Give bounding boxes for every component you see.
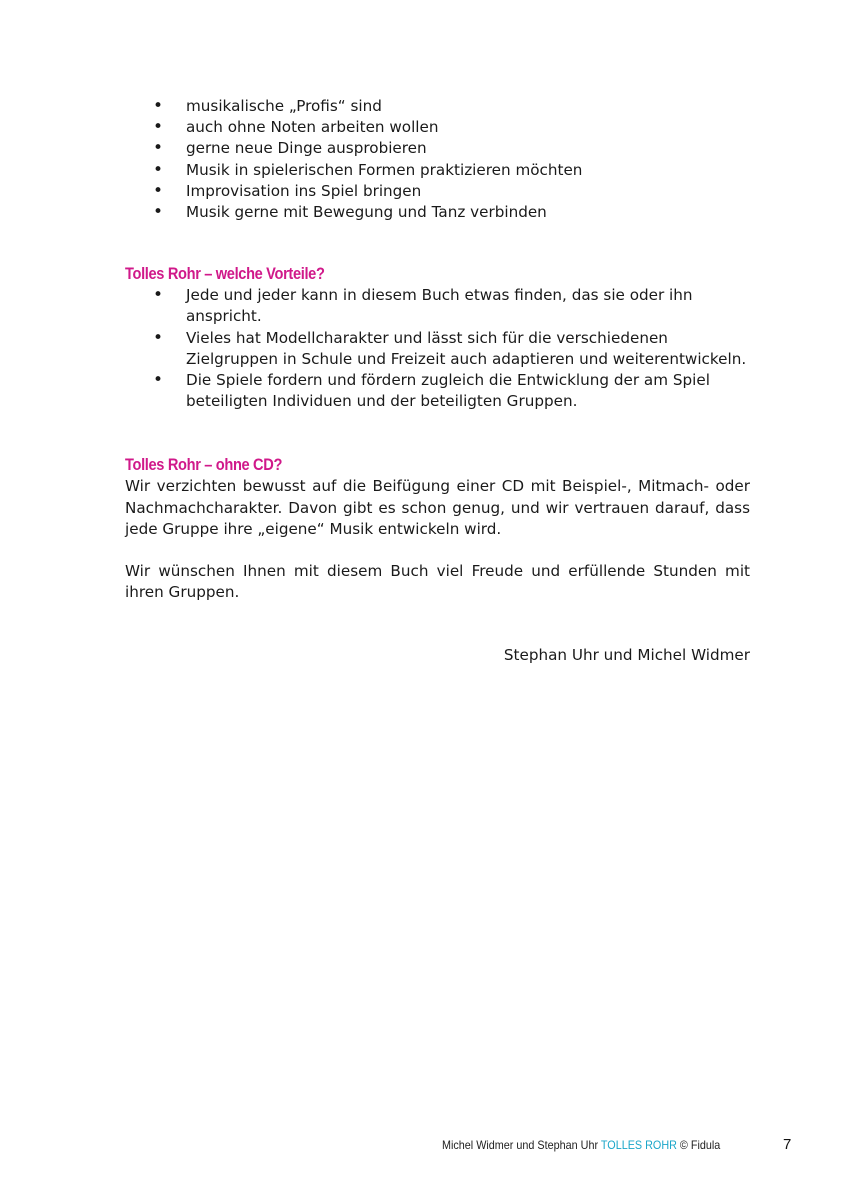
section-heading-vorteile: Tolles Rohr – welche Vorteile? [125,264,325,284]
paragraph-wishes: Wir wünschen Ihnen mit diesem Buch viel Freude und erfüllende Stunden mit ihren Gruppen. [125,562,750,602]
footer-book-title: TOLLES ROHR [600,1138,677,1152]
vorteile-list [125,285,750,412]
footer-authors: Michel Widmer und Stephan Uhr [442,1138,599,1152]
paragraph-cd: Wir verzichten bewusst auf die Beifügung einer CD mit Beispiel-, Mitmach- oder Nachmachcharakter. Davon gibt es schon genug, und wir vertrauen darauf, dass jede Gruppe ihre „eigene“ Musik entwickeln wird. [125,477,750,538]
page-content [125,96,750,667]
list-item: • musikalische „Profis“ sind [125,96,750,117]
list-item: • Improvisation ins Spiel bringen [125,181,750,202]
list-item: • Die Spiele fordern und fördern zugleich die Entwicklung der am Spiel beteiligten Individuen und der beteiligten Gruppen. [125,370,750,412]
list-item: • auch ohne Noten arbeiten wollen [125,117,750,138]
list-item: • Musik gerne mit Bewegung und Tanz verbinden [125,202,750,223]
list-item: • Vieles hat Modellcharakter und lässt sich für die verschiedenen Zielgruppen in Schule und Freizeit auch adaptieren und weiterentwickeln. [125,328,750,370]
intro-list [125,96,750,223]
page-footer [442,1138,720,1152]
footer-publisher: © Fidula [679,1138,721,1152]
list-item: • Musik in spielerischen Formen praktizieren möchten [125,160,750,181]
section-heading-cd: Tolles Rohr – ohne CD? [125,455,283,475]
list-item: • gerne neue Dinge ausprobieren [125,138,750,159]
signature: Stephan Uhr und Michel Widmer [503,646,750,665]
list-item: • Jede und jeder kann in diesem Buch etwas finden, das sie oder ihn anspricht. [125,285,750,327]
page-number: 7 [783,1136,792,1153]
